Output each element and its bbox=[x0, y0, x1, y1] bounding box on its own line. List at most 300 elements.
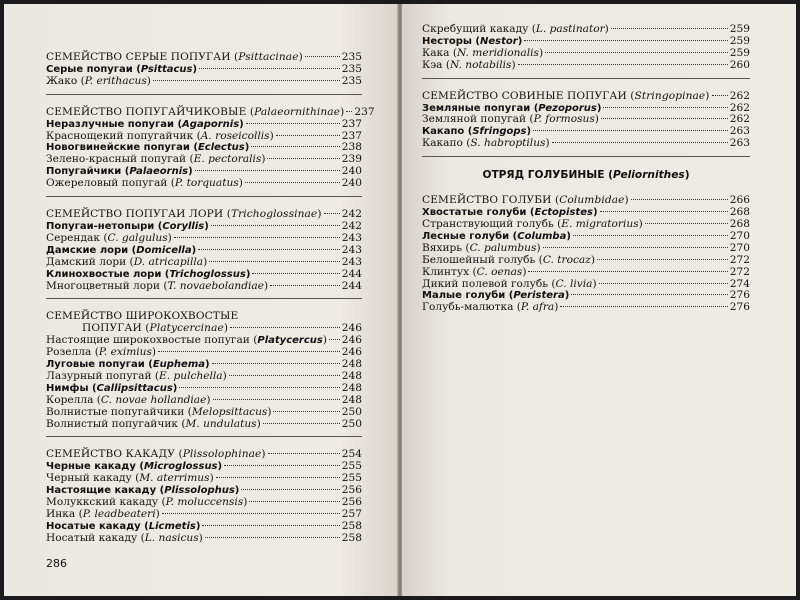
entry-page: 270 bbox=[729, 241, 750, 254]
entry-page: 266 bbox=[729, 194, 750, 207]
entry-name: Многоцветный лори bbox=[46, 279, 160, 292]
entry-page: 243 bbox=[341, 255, 362, 268]
entry-page: 240 bbox=[341, 177, 362, 190]
leader-dots bbox=[216, 477, 340, 478]
leader-dots bbox=[329, 339, 340, 340]
entry-title: Ожереловый попугай (P. torquatus) bbox=[46, 177, 243, 190]
entry-name: Дикий полевой голубь bbox=[422, 277, 549, 290]
toc-entry bbox=[46, 154, 362, 166]
leader-dots bbox=[601, 118, 728, 119]
entry-name: Земляные попугаи bbox=[422, 102, 531, 114]
order-title-latin: Peliornithes bbox=[613, 169, 685, 182]
entry-latin: S. habroptilus bbox=[470, 137, 546, 150]
entry-page: 235 bbox=[341, 62, 362, 75]
toc-entry bbox=[422, 279, 750, 291]
entry-page: 235 bbox=[341, 74, 362, 87]
entry-title: Кэа (N. notabilis) bbox=[422, 58, 516, 71]
entry-latin: E. pulchella bbox=[159, 369, 223, 382]
entry-page: 242 bbox=[341, 208, 362, 221]
entry-page: 272 bbox=[729, 253, 750, 266]
entry-page: 248 bbox=[341, 393, 362, 406]
section-divider bbox=[46, 436, 362, 437]
entry-title: Краснощекий попугайчик (A. roseicollis) bbox=[46, 129, 274, 142]
leader-dots bbox=[198, 249, 340, 250]
toc-entry bbox=[46, 371, 362, 383]
entry-title: Земляной попугай (P. formosus) bbox=[422, 113, 599, 126]
entry-title: Серые попугаи (Psittacus) bbox=[46, 63, 198, 75]
entry-name: Носатый какаду bbox=[46, 531, 138, 544]
entry-title: Неразлучные попугаи (Agapornis) bbox=[46, 118, 244, 130]
entry-title: Молуккский какаду (P. moluccensis) bbox=[46, 496, 248, 509]
entry-latin: Pezoporus bbox=[538, 102, 597, 114]
entry-page: 246 bbox=[341, 334, 362, 347]
entry-page: 244 bbox=[341, 279, 362, 292]
entry-title: Какапо (S. habroptilus) bbox=[422, 137, 550, 150]
toc-entry bbox=[46, 509, 362, 521]
entry-name-cont: ПОПУГАИ bbox=[82, 322, 142, 335]
entry-name: СЕМЕЙСТВО СОВИНЫЕ ПОПУГАИ bbox=[422, 89, 627, 102]
entry-title: Носатый какаду (L. nasicus) bbox=[46, 531, 203, 544]
entry-page: 255 bbox=[341, 460, 362, 473]
toc-entry bbox=[422, 60, 750, 72]
toc-section bbox=[46, 52, 362, 88]
order-title-name: ОТРЯД ГОЛУБИНЫЕ bbox=[482, 169, 605, 182]
toc-entry bbox=[46, 257, 362, 269]
entry-title: Луговые попугаи (Euphema) bbox=[46, 359, 210, 371]
leader-dots bbox=[573, 235, 728, 236]
toc-section bbox=[46, 311, 362, 430]
leader-dots bbox=[267, 158, 339, 159]
entry-page: 258 bbox=[341, 531, 362, 544]
entry-latin: A. roseicollis bbox=[200, 129, 270, 142]
entry-title: Носатые какаду (Licmetis) bbox=[46, 520, 201, 532]
entry-title: Дамские лори (Domicella) bbox=[46, 244, 197, 256]
entry-latin: Nestor bbox=[480, 35, 518, 47]
entry-latin: N. meridionalis bbox=[456, 46, 539, 59]
leader-dots bbox=[245, 182, 340, 183]
entry-title: СЕМЕЙСТВО СОВИНЫЕ ПОПУГАИ (Stringopinae) bbox=[422, 89, 710, 102]
leader-dots bbox=[153, 80, 340, 81]
entry-page: 248 bbox=[341, 358, 362, 371]
section-divider bbox=[46, 94, 362, 95]
entry-latin: E. pectoralis bbox=[193, 153, 262, 166]
entry-name: Серендак bbox=[46, 231, 100, 244]
entry-latin: P. eximius bbox=[98, 346, 152, 359]
entry-title: Малые голуби (Peristera) bbox=[422, 290, 570, 302]
leader-dots bbox=[241, 489, 339, 490]
entry-title: Корелла (C. novae hollandiae) bbox=[46, 393, 211, 406]
entry-title: Зелено-красный попугай (E. pectoralis) bbox=[46, 153, 266, 166]
entry-latin: Euphema bbox=[152, 359, 205, 371]
entry-name: Розелла bbox=[46, 346, 92, 359]
leader-dots bbox=[224, 465, 340, 466]
leader-dots bbox=[211, 225, 340, 226]
leader-dots bbox=[179, 387, 339, 388]
entry-title: Инка (P. leadbeateri) bbox=[46, 508, 160, 520]
entry-latin: L. pastinator bbox=[535, 23, 605, 35]
leader-dots bbox=[199, 68, 340, 69]
entry-title: Многоцветный лори (T. novaebolandiae) bbox=[46, 279, 269, 292]
entry-title: Волнистые попугайчики (Melopsittacus) bbox=[46, 405, 272, 418]
entry-latin: Agapornis bbox=[182, 118, 240, 130]
entry-page: 256 bbox=[341, 484, 362, 497]
toc-section bbox=[422, 24, 750, 72]
leader-dots bbox=[268, 453, 340, 454]
entry-page: 276 bbox=[729, 289, 750, 302]
entry-title: Розелла (P. eximius) bbox=[46, 346, 157, 359]
entry-title: Попугаи-нетопыри (Coryllis) bbox=[46, 220, 209, 232]
entry-title: Земляные попугаи (Pezoporus) bbox=[422, 102, 602, 114]
toc-entry bbox=[422, 91, 750, 103]
leader-dots bbox=[543, 247, 728, 248]
entry-name: Земляной попугай bbox=[422, 113, 527, 126]
entry-name: Вяхирь bbox=[422, 241, 463, 254]
entry-name: Нимфы bbox=[46, 382, 89, 394]
entry-title: СЕМЕЙСТВО ГОЛУБИ (Columbidae) bbox=[422, 194, 629, 207]
entry-name: СЕМЕЙСТВО КАКАДУ bbox=[46, 448, 175, 461]
entry-name: Клинтух bbox=[422, 265, 470, 278]
entry-title: Вяхирь (C. palumbus) bbox=[422, 241, 541, 254]
right-page bbox=[402, 4, 796, 596]
leader-dots bbox=[528, 271, 727, 272]
entry-name: Неразлучные попугаи bbox=[46, 118, 174, 130]
leader-dots bbox=[205, 537, 340, 538]
entry-latin: Psittacinae bbox=[238, 51, 299, 63]
order-title: ОТРЯД ГОЛУБИНЫЕ (Peliornithes) bbox=[482, 169, 690, 182]
toc-entry bbox=[46, 419, 362, 431]
leader-dots bbox=[533, 130, 728, 131]
entry-name: Скребущий какаду bbox=[422, 23, 529, 35]
entry-page: 243 bbox=[341, 231, 362, 244]
leader-dots bbox=[212, 363, 340, 364]
leader-dots bbox=[305, 56, 340, 57]
entry-latin: Platycercinae bbox=[149, 322, 224, 335]
entry-title: Лесные голуби (Columba) bbox=[422, 230, 571, 242]
entry-title: СЕМЕЙСТВО ПОПУГАЙЧИКОВЫЕ (Palaeornithinae) bbox=[46, 105, 345, 118]
entry-page: 255 bbox=[341, 472, 362, 485]
entry-title: Серендак (C. galgulus) bbox=[46, 231, 172, 244]
entry-name: Молуккский какаду bbox=[46, 496, 159, 509]
right-toc bbox=[422, 24, 750, 157]
entry-title: Черный какаду (M. aterrimus) bbox=[46, 472, 214, 485]
entry-title: Какапо (Sfringops) bbox=[422, 126, 532, 138]
leader-dots bbox=[597, 259, 728, 260]
entry-page: 268 bbox=[729, 206, 750, 219]
toc-section bbox=[422, 91, 750, 151]
entry-title: Нимфы (Callipsittacus) bbox=[46, 382, 178, 394]
entry-name: Лесные голуби bbox=[422, 230, 510, 242]
entry-title: Волнистый попугайчик (M. undulatus) bbox=[46, 417, 261, 430]
entry-latin: Peristera bbox=[513, 290, 565, 302]
entry-name: Попугайчики bbox=[46, 166, 122, 178]
entry-page: 239 bbox=[341, 153, 362, 166]
entry-name: СЕМЕЙСТВО СЕРЫЕ ПОПУГАИ bbox=[46, 51, 231, 63]
entry-page: 243 bbox=[341, 243, 362, 256]
entry-page: 260 bbox=[729, 58, 750, 71]
entry-name: СЕМЕЙСТВО ПОПУГАИ ЛОРИ bbox=[46, 208, 224, 221]
entry-latin: Ectopistes bbox=[534, 207, 593, 219]
entry-latin: P. afra bbox=[520, 301, 555, 314]
entry-page: 276 bbox=[729, 301, 750, 314]
entry-name: Дамский лори bbox=[46, 255, 127, 268]
entry-name: Белошейный голубь bbox=[422, 253, 536, 266]
leader-dots bbox=[552, 142, 728, 143]
entry-latin: C. novae hollandiae bbox=[100, 393, 207, 406]
entry-latin: Psittacus bbox=[140, 63, 193, 75]
entry-name: Зелено-красный попугай bbox=[46, 153, 187, 166]
leader-dots bbox=[645, 223, 728, 224]
entry-title: Жако (P. erithacus) bbox=[46, 74, 151, 87]
toc-section bbox=[422, 195, 750, 314]
entry-page: 237 bbox=[341, 129, 362, 142]
section-divider bbox=[422, 156, 750, 157]
entry-name: Новогвинейские попугаи bbox=[46, 142, 190, 154]
entry-page: 270 bbox=[729, 229, 750, 242]
toc-entry bbox=[46, 52, 362, 64]
entry-page: 246 bbox=[341, 322, 362, 335]
entry-title: Клинохвостые лори (Trichoglossus) bbox=[46, 268, 251, 280]
entry-name: Клинохвостые лори bbox=[46, 268, 162, 280]
entry-latin: Platycercus bbox=[257, 335, 323, 347]
entry-name: Краснощекий попугайчик bbox=[46, 129, 194, 142]
entry-title: ПОПУГАИ (Platycercinae) bbox=[82, 322, 229, 335]
entry-name: Инка bbox=[46, 508, 76, 520]
entry-title: Черные какаду (Microglossus) bbox=[46, 461, 223, 473]
entry-page: 237 bbox=[341, 117, 362, 130]
leader-dots bbox=[229, 375, 340, 376]
entry-latin: Domicella bbox=[136, 244, 192, 256]
entry-latin: Palaeornis bbox=[129, 166, 189, 178]
section-divider bbox=[422, 78, 750, 79]
leader-dots bbox=[600, 211, 728, 212]
leader-dots bbox=[273, 411, 339, 412]
toc-section bbox=[46, 209, 362, 292]
entry-latin: P. erithacus bbox=[84, 74, 147, 87]
entry-title: Белошейный голубь (C. trocaz) bbox=[422, 253, 595, 266]
entry-name: СЕМЕЙСТВО ПОПУГАЙЧИКОВЫЕ bbox=[46, 105, 247, 118]
leader-dots bbox=[571, 294, 727, 295]
entry-name: Черный какаду bbox=[46, 472, 132, 485]
entry-name: Луговые попугаи bbox=[46, 359, 145, 371]
entry-name: Серые попугаи bbox=[46, 63, 133, 75]
entry-latin: D. atricapilla bbox=[133, 255, 204, 268]
entry-latin: Coryllis bbox=[162, 220, 205, 232]
leader-dots bbox=[560, 306, 727, 307]
toc-section bbox=[46, 105, 375, 190]
entry-name: Малые голуби bbox=[422, 290, 506, 302]
toc-entry bbox=[422, 24, 750, 36]
leader-dots bbox=[246, 123, 340, 124]
toc-entry bbox=[46, 281, 362, 293]
entry-name: Носатые какаду bbox=[46, 520, 141, 532]
entry-name: Волнистый попугайчик bbox=[46, 417, 179, 430]
leader-dots bbox=[252, 273, 339, 274]
entry-page: 240 bbox=[341, 165, 362, 178]
entry-latin: Melopsittacus bbox=[191, 405, 268, 418]
entry-page: 257 bbox=[341, 508, 362, 520]
toc-entry bbox=[46, 209, 362, 221]
entry-latin: Plissolophus bbox=[164, 485, 235, 497]
entry-page: 242 bbox=[341, 219, 362, 232]
entry-latin: M. undulatus bbox=[185, 417, 257, 430]
entry-title: Клинтух (C. oenas) bbox=[422, 265, 527, 278]
entry-title: Хвостатые голуби (Ectopistes) bbox=[422, 207, 598, 219]
toc-entry bbox=[422, 219, 750, 231]
entry-latin: T. novaebolandiae bbox=[167, 279, 264, 292]
entry-title: СЕМЕЙСТВО ПОПУГАИ ЛОРИ (Trichoglossinae) bbox=[46, 208, 322, 221]
leader-dots bbox=[249, 501, 339, 502]
entry-page: 259 bbox=[729, 46, 750, 59]
entry-latin: Sfringops bbox=[472, 126, 527, 138]
entry-name: Жако bbox=[46, 74, 78, 87]
entry-latin: N. notabilis bbox=[449, 58, 512, 71]
entry-page: 254 bbox=[341, 448, 362, 461]
entry-name: Кэа bbox=[422, 58, 443, 71]
entry-title: Кака (N. meridionalis) bbox=[422, 46, 544, 59]
entry-page: 237 bbox=[354, 105, 375, 118]
entry-page: 248 bbox=[341, 369, 362, 382]
section-divider bbox=[46, 298, 362, 299]
entry-page: 238 bbox=[341, 141, 362, 154]
left-toc bbox=[46, 51, 375, 545]
entry-latin: P. moluccensis bbox=[165, 496, 244, 509]
leader-dots bbox=[712, 95, 728, 96]
entry-page: 250 bbox=[341, 417, 362, 430]
entry-page: 259 bbox=[729, 34, 750, 47]
toc-entry bbox=[422, 302, 750, 314]
toc-entry bbox=[46, 533, 362, 545]
entry-latin: C. livia bbox=[555, 277, 593, 290]
leader-dots bbox=[162, 513, 340, 514]
entry-page: 272 bbox=[729, 265, 750, 278]
entry-title: СЕМЕЙСТВО КАКАДУ (Plissolophinae) bbox=[46, 448, 266, 461]
entry-page: 235 bbox=[341, 51, 362, 63]
toc-entry bbox=[46, 105, 375, 119]
entry-latin: Licmetis bbox=[148, 520, 196, 532]
entry-latin: Columba bbox=[517, 230, 567, 242]
toc-entry bbox=[46, 76, 362, 88]
entry-name: Голубь-малютка bbox=[422, 301, 514, 314]
leader-dots bbox=[195, 170, 340, 171]
leader-dots bbox=[209, 261, 340, 262]
entry-page: 256 bbox=[341, 496, 362, 509]
left-page bbox=[4, 4, 398, 596]
entry-name: Настоящие какаду bbox=[46, 485, 157, 497]
leader-dots bbox=[631, 199, 728, 200]
leader-dots bbox=[599, 283, 728, 284]
entry-latin: L. nasicus bbox=[144, 531, 199, 544]
entry-page: 263 bbox=[729, 125, 750, 138]
entry-title: Несторы (Nestor) bbox=[422, 35, 523, 47]
entry-title: Дикий полевой голубь (C. livia) bbox=[422, 277, 597, 290]
entry-latin: Microglossus bbox=[143, 461, 218, 473]
entry-name: Какапо bbox=[422, 137, 463, 150]
section-divider bbox=[46, 196, 362, 197]
leader-dots bbox=[346, 111, 352, 112]
entry-page: 259 bbox=[729, 23, 750, 35]
entry-page: 248 bbox=[341, 381, 362, 394]
leader-dots bbox=[611, 28, 728, 29]
entry-title: Попугайчики (Palaeornis) bbox=[46, 166, 193, 178]
entry-page: 262 bbox=[729, 101, 750, 114]
leader-dots bbox=[524, 40, 727, 41]
entry-latin: C. trocaz bbox=[542, 253, 591, 266]
entry-title: Странствующий голубь (E. migratorius) bbox=[422, 217, 643, 230]
leader-dots bbox=[270, 285, 340, 286]
toc-entry bbox=[422, 114, 750, 126]
entry-latin: Plissolophinae bbox=[182, 448, 262, 461]
entry-latin: P. leadbeateri bbox=[82, 508, 156, 520]
entry-title: Скребущий какаду (L. pastinator) bbox=[422, 23, 609, 35]
entry-page: 274 bbox=[729, 277, 750, 290]
entry-page: 268 bbox=[729, 217, 750, 230]
entry-name: Хвостатые голуби bbox=[422, 207, 527, 219]
entry-page: 258 bbox=[341, 519, 362, 532]
entry-name: Настоящие широкохвостые попугаи bbox=[46, 334, 250, 347]
entry-latin: C. palumbus bbox=[469, 241, 537, 254]
leader-dots bbox=[158, 351, 340, 352]
right-toc-continued bbox=[422, 195, 750, 314]
entry-latin: E. migratorius bbox=[561, 217, 639, 230]
entry-page: 244 bbox=[341, 267, 362, 280]
entry-latin: P. torquatus bbox=[174, 177, 239, 190]
entry-name: Лазурный попугай bbox=[46, 369, 152, 382]
entry-title: Голубь-малютка (P. afra) bbox=[422, 301, 559, 314]
entry-latin: Columbidae bbox=[559, 194, 625, 207]
entry-name: Попугаи-нетопыри bbox=[46, 220, 155, 232]
entry-page: 262 bbox=[729, 89, 750, 102]
entry-title: СЕМЕЙСТВО СЕРЫЕ ПОПУГАИ (Psittacinae) bbox=[46, 51, 303, 63]
entry-latin: M. aterrimus bbox=[139, 472, 210, 485]
entry-name: СЕМЕЙСТВО ГОЛУБИ bbox=[422, 194, 552, 207]
entry-title: Новогвинейские попугаи (Eclectus) bbox=[46, 142, 250, 154]
entry-name: Ожереловый попугай bbox=[46, 177, 168, 190]
leader-dots bbox=[213, 399, 340, 400]
entry-name: Черные какаду bbox=[46, 461, 136, 473]
entry-page: 263 bbox=[729, 137, 750, 150]
entry-name: Какапо bbox=[422, 126, 465, 138]
toc-entry bbox=[46, 233, 362, 245]
entry-page: 250 bbox=[341, 405, 362, 418]
entry-latin: P. formosus bbox=[533, 113, 595, 126]
entry-latin: Palaeornithinae bbox=[254, 105, 341, 118]
entry-latin: Eclectus bbox=[197, 142, 245, 154]
entry-name: СЕМЕЙСТВО ШИРОКОХВОСТЫЕ bbox=[46, 310, 239, 323]
toc-entry bbox=[46, 449, 362, 461]
entry-title: Дамский лори (D. atricapilla) bbox=[46, 255, 208, 268]
page-number: 286 bbox=[46, 557, 67, 570]
toc-section bbox=[46, 449, 362, 544]
leader-dots bbox=[518, 64, 728, 65]
entry-name: Корелла bbox=[46, 393, 94, 406]
leader-dots bbox=[251, 146, 340, 147]
leader-dots bbox=[263, 423, 340, 424]
entry-name: Странствующий голубь bbox=[422, 217, 554, 230]
leader-dots bbox=[202, 525, 339, 526]
entry-name: Кака bbox=[422, 46, 450, 59]
leader-dots bbox=[603, 107, 727, 108]
leader-dots bbox=[276, 135, 340, 136]
entry-latin: Trichoglossus bbox=[169, 268, 246, 280]
entry-title: Настоящие широкохвостые попугаи (Platycercus) bbox=[46, 334, 327, 347]
leader-dots bbox=[545, 52, 728, 53]
entry-name: Дамские лори bbox=[46, 244, 129, 256]
toc-entry bbox=[46, 131, 362, 143]
entry-page: 246 bbox=[341, 346, 362, 359]
toc-entry bbox=[46, 347, 362, 359]
leader-dots bbox=[174, 237, 340, 238]
entry-latin: C. oenas bbox=[476, 265, 523, 278]
